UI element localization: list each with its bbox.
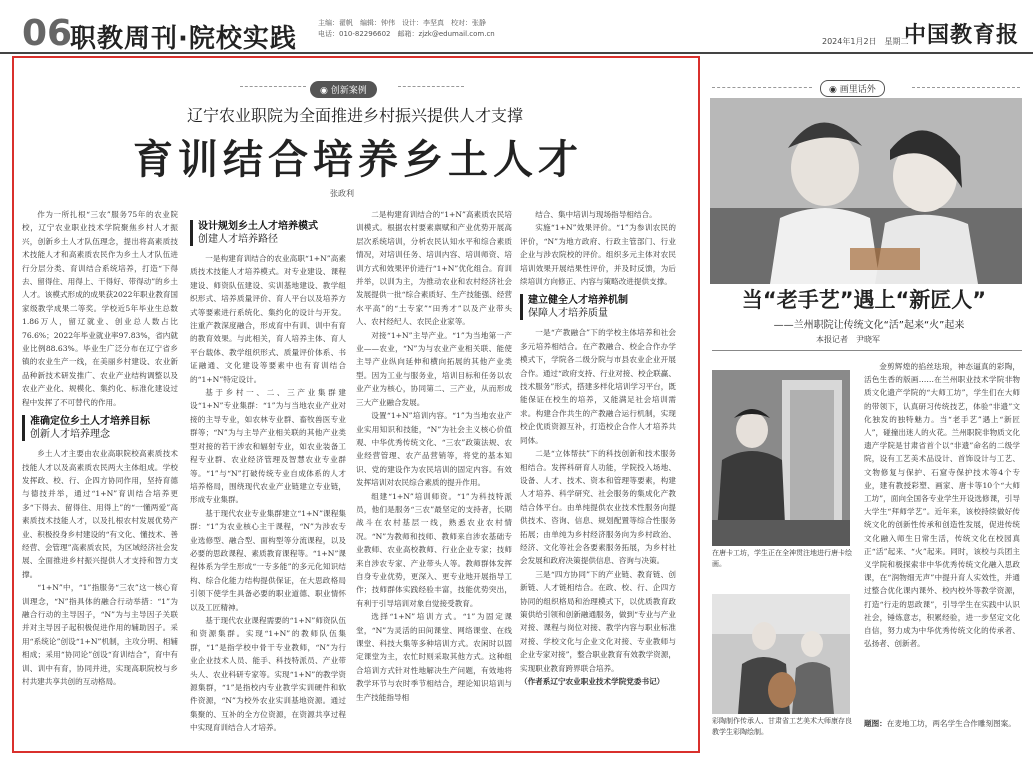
paragraph: 乡土人才主要由农业高职院校高素质技术技能人才以及高素质农民两大主体组成。学校发挥政、校、行、企四方协同作用，坚持育德与德技并举，通过“1+N”育训结合培养更多“下得去、留得住、用得上”的“一懂两爱”高素质技术技能人才，以及扎根农村发展优势产业、积极投身乡村建设的“有文化、懂技术、善经营、会管理”高素质农民，为区域经济社会发展、全面推进乡村振兴提供人才支持和智力支撑。 bbox=[22, 449, 178, 579]
pottery-painting-illustration bbox=[712, 594, 850, 714]
paragraph: 设置“1+N”培训内容。“1”为当地农业产业实用知识和技能，“N”为社会主义核心价值观、中华优秀传统文化、“三农”政策法规、农业经营管理、农产品营销等，将党的基本知识、党的建设作为农民培训的固定内容。有效发挥培训对农民综合素质的提升作用。 bbox=[356, 411, 512, 488]
students-carving-photo-illustration bbox=[710, 98, 1022, 284]
thangka-caption: 在唐卡工坊，学生正在全神贯注地进行唐卡绘画。 bbox=[712, 549, 852, 568]
sidebar-body bbox=[864, 360, 1020, 712]
caption-text: 在麦地工坊，两名学生合作雕刻图案。 bbox=[886, 719, 1016, 728]
paragraph: 一是构建育训结合的农业高职“1+N”高素质技术技能人才培养模式。对专业建设、课程建设、师资队伍建设、实训基地建设、教学组织形式、培养质量评价、育人平台以及培养方式等要素进行系统化、集约化的设计与开发。注重产教深度融合，形成育中有训、训中有育的教育效果。与此相关，育人培养主体、育人平台载体、教学组织形式、质量评价体系、书证融通、文化建设等要素中也有育训结合的“1+N”特定设计。 bbox=[190, 254, 346, 384]
section-heading-main: 准确定位乡土人才培养目标 bbox=[30, 416, 150, 428]
section-heading bbox=[190, 220, 346, 246]
badge-dot-icon: ◉ bbox=[829, 85, 840, 95]
article-headline: 育训结合培养乡土人才 bbox=[133, 137, 583, 183]
divider-left bbox=[712, 87, 812, 88]
thangka-painting-photo bbox=[712, 370, 850, 546]
paragraph: 结合、集中培训与现场指导相结合。 bbox=[535, 210, 657, 219]
sidebar-header bbox=[712, 80, 1020, 94]
section-heading-sub: 创新人才培养理念 bbox=[30, 429, 110, 441]
section-heading bbox=[520, 294, 676, 320]
issue-date: 2024年1月2日 星期二 bbox=[822, 37, 909, 46]
section-heading-sub: 保障人才培养质量 bbox=[528, 308, 608, 320]
paragraph: 选择“1+N”培训方式。“1”为固定课堂，“N”为灵活的田间课堂、网络课堂、在线课堂、科技大集等多种培训方式。农闲时以固定课堂为主，农忙时则采取其他方式。这种组合培训方式针对性地解决生产问题，有效地将教学环节与农时季节相结合，理论知识培训与生产技能指导相 bbox=[356, 612, 512, 702]
paragraph: “1+N”中，“1”指服务“三农”这一核心育训理念，“N”指具体的融合行动举措：“1”为融合行动的主导因子，“N”为与主导因子关联并对主导因子起积极促进作用的辅助因子。采用“系统论”创设“1+N”机制，主攻分明、相辅相成；采用“协同论”创设“育训结合”，育中有训、训中有育，协同并进，实现高职院校与乡村共建共享共创的互动格局。 bbox=[22, 583, 178, 686]
sidebar-title: 当“老手艺”遇上“新匠人” bbox=[741, 288, 987, 312]
sidebar-subtitle: ——兰州职院让传统文化“活”起来“火”起来 bbox=[773, 320, 965, 331]
paragraph: 组建“1+N”培训师资。“1”为科技特派员，他们是服务“三农”最坚定的支持者，长期战斗在农村基层一线，熟悉农业农村情况。“N”为教师和技师、教师来自涉农基础专业教师、农业高校教师、行业企业专家；技师来自涉农专家、产业带头人等。教师群体发挥自身专业优势，更深入、更专业地开展指导工作；技师群体实践经验丰富，技能优势突出，有利于引导培训对象自觉接受教育。 bbox=[356, 491, 512, 608]
article-column-1 bbox=[22, 208, 178, 748]
paragraph: 二是构建育训结合的“1+N”高素质农民培训模式。根据农村要素禀赋和产业优势开展高层次系统培训，分析农民认知水平和综合素质情况，对培训任务、培训内容、培训师资、培训方式和效果评价进行“1+N”优化组合。育训并举，以训为主，为推动农业和农村经济社会发展提供一批“综合素质好、生产技能强、经营水平高”的“土专家”“田秀才”以及产业带头人、农村经纪人、农民企业家等。 bbox=[356, 210, 512, 327]
article-column-2 bbox=[190, 208, 346, 748]
section-heading-sub: 创建人才培养路径 bbox=[198, 234, 278, 245]
sidebar-divider bbox=[712, 350, 1022, 351]
article-badge bbox=[310, 81, 377, 98]
pottery-painting-photo bbox=[712, 594, 850, 714]
author-signoff: （作者系辽宁农业职业技术学院党委书记） bbox=[520, 677, 665, 686]
article-badge-row bbox=[310, 78, 392, 94]
badge-dot-icon: ◉ bbox=[320, 86, 331, 96]
article-column-4 bbox=[520, 208, 676, 748]
article-author: 张政利 bbox=[330, 189, 354, 198]
thangka-painting-illustration bbox=[712, 370, 850, 546]
article-column-3 bbox=[356, 208, 512, 748]
section-heading bbox=[22, 415, 178, 441]
article-subtitle: 辽宁农业职院为全面推进乡村振兴提供人才支撑 bbox=[186, 106, 523, 125]
page-header bbox=[0, 0, 1033, 54]
paragraph: 基于现代农业专业集群建立“1+N”课程集群：“1”为农业核心主干课程，“N”为涉农专业选修型、融合型、面构型等分流课程，以及必要的思政课程、素质教育课程等。“1+N”课程体系为学生形成“一专多能”的多元化知识结构、综合化能力结构提供保证，在大思政格局引领下使学生具备必要的职业道德、职业情怀以及工匠精神。 bbox=[190, 508, 346, 612]
paragraph: 三是“四方协同”下的产业链、教育链、创新链、人才链相结合。在政、校、行、企四方协同的组织格局和治理模式下，以优质教育政策供给引领和创新融通服务，做到“专业与产业对接、课程与岗位对接、教学内容与职业标准对接、学校文化与企业文化对接、专业教师与企业专家对接”，整合职业教育有效教学资源，实现职业教育跨界联合培养。 bbox=[520, 569, 676, 673]
divider-left bbox=[240, 86, 306, 87]
section-heading-main: 设计规划乡土人才培养模式 bbox=[198, 221, 318, 232]
page-section-title: 职教周刊·院校实践 bbox=[70, 24, 297, 54]
paragraph: 金剪辉煌的掐丝珐琅，神态逼真的彩陶，活色生香的版画……在兰州职业技术学院非物质文化遗产学院的“大师工坊”，学生们在大师的带领下，认真研习传统技艺，体验“非遗”文化独发的独特魅力。当“老手艺”遇上“新匠人”，碰撞出迷人的火花。兰州职院非物质文化遗产学院是甘肃省首个以“非遗”命名的二级学院，设有工艺美术品设计、首饰设计与工艺、文物修复与保护、石窟寺保护技术等4个专业，建有教授彩塑、画家、唐卡等10个“大师工坊”，面向全国各专业学生开设选修课，引导大学生“拜师学艺”。近年来，该校持续做好传统文化的创新性传承和创造性发展，促进传统文化融入师生日常生活，传统文化在校园真正“活”起来、“火”起来。同时，该校与兵团主义学院和极探索非中华优秀传统文化融入思政课，在“润物细无声”中提升育人实效性，并通过整合优化课内课外、校内校外等教学资源，打造“行走的思政课”，引导学生在实践中认识社会，锤炼意志，积累经验，进一步坚定文化自信，努力成为中华优秀传统文化的传承者、弘扬者、创新者。 bbox=[864, 362, 1020, 649]
sidebar-byline: 本报记者 尹晓军 bbox=[816, 335, 880, 344]
contact-line: 电话：010-82296602 邮箱：zjzk@edumail.com.cn bbox=[318, 30, 495, 38]
section-heading-main: 建立健全人才培养机制 bbox=[528, 295, 628, 307]
divider-right bbox=[398, 86, 464, 87]
students-carving-photo bbox=[710, 98, 1022, 284]
caption-label: 题图： bbox=[864, 719, 887, 728]
editors-line: 主编：翟帆 编辑：钟伟 设计：李坚真 校对：张静 bbox=[318, 19, 486, 27]
divider-right bbox=[912, 87, 1020, 88]
badge-label: 创新案例 bbox=[330, 86, 367, 96]
paragraph: 二是“立体帮扶”下的科技创新和技术服务相结合。发挥科研育人功能，学院投入场地、设备、人才、技术、资本和管理等要素，构建人才培养、科学研究、社会服务的集成化产教结合体平台。由单纯提供农业技术性服务向提供技术、咨询、信息、规划配置等综合性服务拓展；由单纯为乡村经济服务向为乡村政治、经济、文化等社会各要素服务拓展，为乡村社会发展和政府决策提供信息、咨询与决策。 bbox=[520, 449, 676, 566]
title-photo-caption bbox=[864, 718, 1020, 730]
paragraph: 对接“1+N”主导产业。“1”为当地第一产业——农业，“N”为与农业产业相关联、能使主导产业纵向延伸和横向拓展的其他产业类型。因为工业与服务业，培训目标和任务以农业产业为核心，协同第二、三产业，从而形成三大产业融合发展。 bbox=[356, 330, 512, 407]
paragraph: 基于乡村一、二、三产业集群建设“1+N”专业集群：“1”为与当地农业产业对接的主导专业，如农林专业群、畜牧兽医专业群等；“N”为与主导产业相关联的其他产业类型对接的若干涉农和辐射专业，如农业装备工程专业群、农业经济管理及智慧农业专业群等。“1”与“N”打破传统专业自成体系的人才培养格局，围绕现代农业产业链建立专业链，形成专业集群。 bbox=[190, 388, 346, 505]
pottery-caption: 彩陶制作传承人、甘肃省工艺美术大师康存良教学生彩陶绘制。 bbox=[712, 717, 852, 736]
newspaper-masthead: 中国教育报 bbox=[904, 22, 1020, 48]
paragraph: 作为一所扎根“三农”服务75年的农业院校，辽宁农业职业技术学院聚焦乡村人才振兴，创新乡土人才队伍理念，提出将高素质技术技能人才和高素质农民作为乡土人才队伍进行分层分类、育训结合系统培养，打造“下得去、留得住、用得上、干得好、带得动”的乡土人才。该模式形成的成果获2022年职业教育国家级教学成果二等奖。学校近5年毕业生总数1.86万人，留辽就业、创业总人数占比76.6%；2022年毕业就业率97.83%，省内就业比例88.63%。毕业生广泛分布在辽宁省乡镇的农业生产一线，在美丽乡村建设、农业新品种新技术研发推广、农业产业结构调整以及农业产业化、规模化、集约化、标准化建设过程中发挥了不可替代的作用。 bbox=[22, 210, 178, 407]
paragraph: 一是“产教融合”下的学校主体培养和社会多元培养相结合。在产教融合、校企合作办学模式下，学院各二级分院与市县农业企业开展合作。通过“政府支持、行业对接、校企联赢、技术服务”形式，搭建多样化培训学习平台，既能保证在校生的培养，又能满足社会培训需求。构建合作共生的产教融合运行机制，实现校企优质资源互补，打造校企合作人才培养共同体。 bbox=[520, 328, 676, 445]
sidebar-badge-label: 画里话外 bbox=[839, 85, 876, 95]
sidebar-badge bbox=[820, 80, 885, 97]
page-number: 06 bbox=[22, 13, 73, 54]
paragraph: 实施“1+N”效果评价。“1”为参训农民的评价，“N”为地方政府、行政主管部门、行业企业与涉农院校的评价。组织多元主体对农民培训效果开展结果性评价，并及时反馈，为后续培训方向修正、内容与策略改进提供支撑。 bbox=[520, 223, 676, 287]
editors-info bbox=[318, 18, 495, 40]
paragraph: 基于现代农业课程需要的“1+N”师资队伍和资源集群。实现“1+N”的教师队伍集群，“1”是指学校中骨干专业教师，“N”为行业企业技术人员、能手、科技特派员、产业带头人、农业科研专家等。实现“1+N”的教学资源集群，“1”是指校内专业教学实训硬件和软件资源，“N”为校外农业实训基地资源。通过集聚的、互补的全方位资源，在资源共享过程中实现育训结合人才培养。 bbox=[190, 615, 346, 733]
